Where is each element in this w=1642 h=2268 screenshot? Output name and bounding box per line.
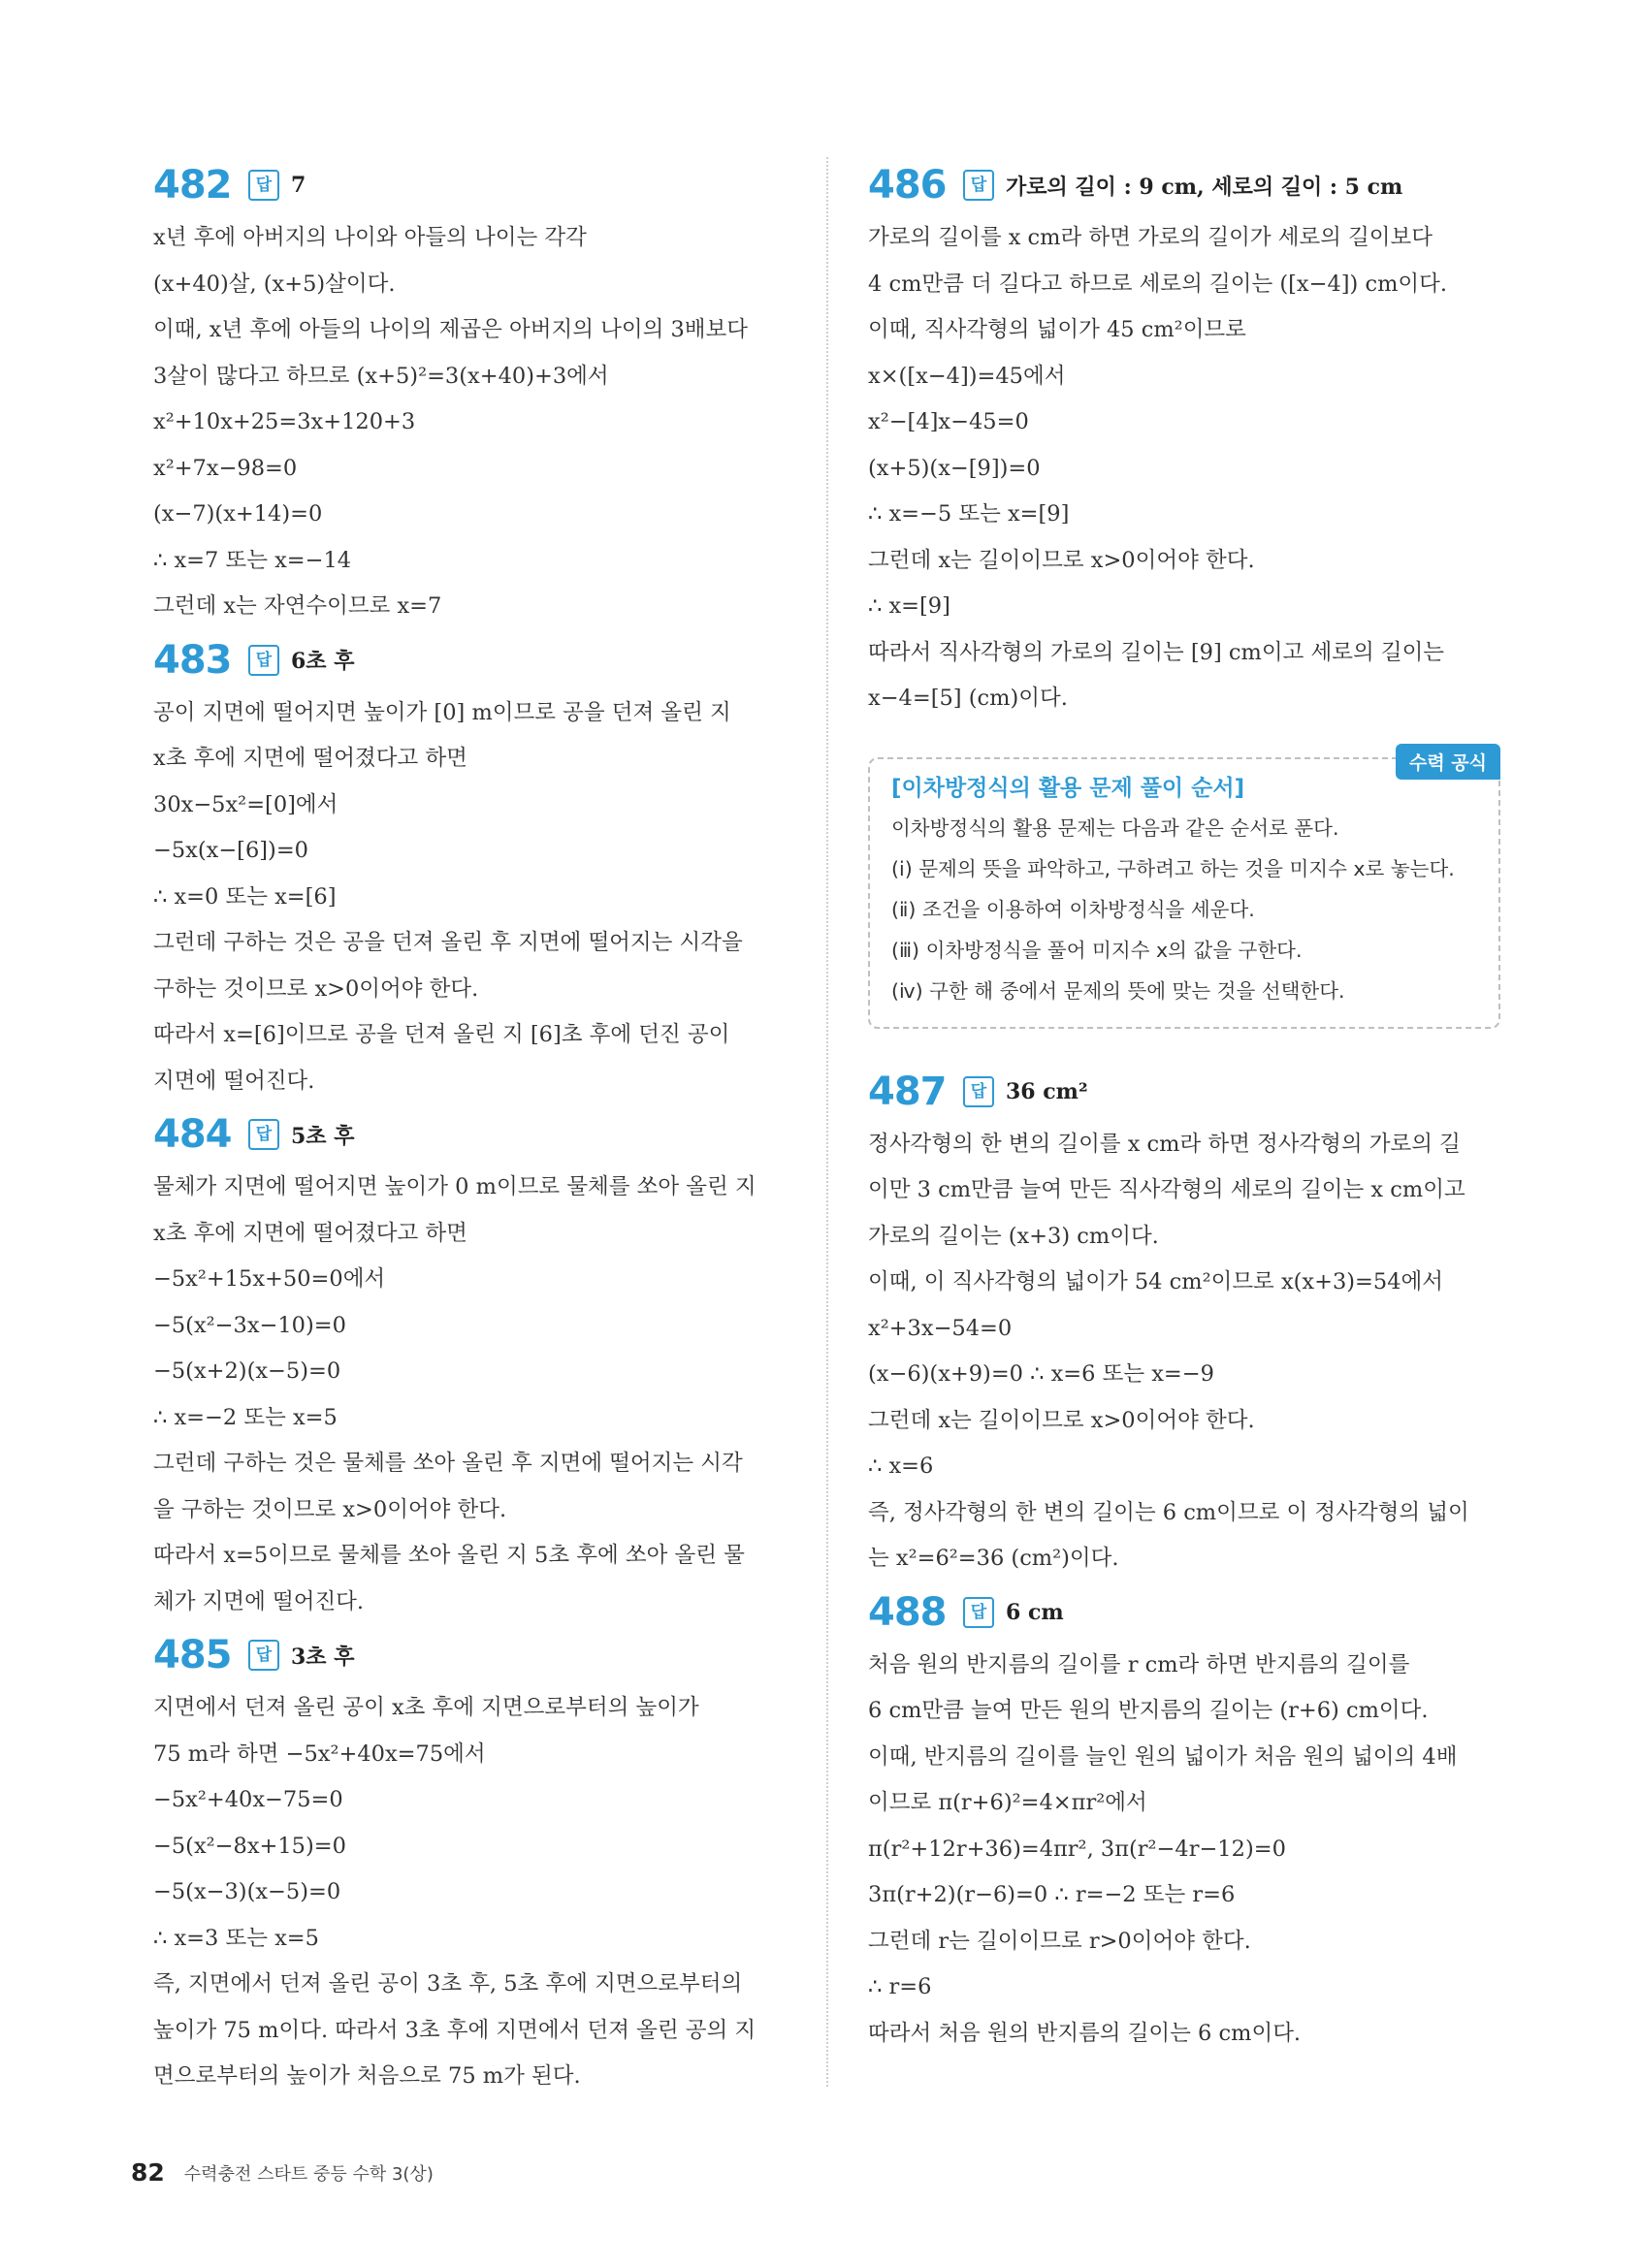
page-footer bbox=[131, 2158, 434, 2187]
solution-line: 75 m라 하면 −5x²+40x=75에서 bbox=[153, 1741, 486, 1767]
solution-line: −5(x−3)(x−5)=0 bbox=[153, 1879, 341, 1904]
problem-header bbox=[153, 1625, 789, 1685]
solution-line: x초 후에 지면에 떨어졌다고 하면 bbox=[153, 1220, 467, 1246]
problem-number: 488 bbox=[868, 1589, 947, 1635]
answer-text: 3초 후 bbox=[291, 1644, 355, 1670]
solution-line: 즉, 지면에서 던져 올린 공이 3초 후, 5초 후에 지면으로부터의 bbox=[153, 1971, 743, 1996]
solution-line: ∴ x=6 bbox=[868, 1453, 934, 1479]
solution-line: x²+3x−54=0 bbox=[868, 1315, 1013, 1341]
solution-line: 구하는 것이므로 x>0이어야 한다. bbox=[153, 975, 479, 1002]
solution-line: −5(x²−8x+15)=0 bbox=[153, 1833, 346, 1859]
problem-header bbox=[153, 630, 789, 690]
solution-line: x년 후에 아버지의 나이와 아들의 나이는 각각 bbox=[153, 225, 587, 250]
solution-line: 이때, 이 직사각형의 넓이가 54 cm²이므로 x(x+3)=54에서 bbox=[868, 1269, 1443, 1294]
tip-title: [이차방정식의 활용 문제 풀이 순서] bbox=[891, 775, 1245, 801]
tip-line: (ⅲ) 이차방정식을 풀어 미지수 x의 값을 구한다. bbox=[891, 938, 1303, 962]
solution-line: 따라서 직사각형의 가로의 길이는 [9] cm이고 세로의 길이는 bbox=[868, 639, 1445, 665]
answer-text: 36 cm² bbox=[1006, 1078, 1088, 1104]
solution-line: ∴ x=3 또는 x=5 bbox=[153, 1925, 319, 1951]
solution-line: x²−[4]x−45=0 bbox=[868, 409, 1029, 434]
solution-line: 따라서 x=[6]이므로 공을 던져 올린 지 [6]초 후에 던진 공이 bbox=[153, 1022, 730, 1047]
problem-header bbox=[868, 1062, 1498, 1122]
problem-486 bbox=[868, 155, 1498, 722]
solution-line: 그런데 x는 자연수이므로 x=7 bbox=[153, 593, 442, 619]
problem-number: 487 bbox=[868, 1069, 947, 1114]
solution-line: 물체가 지면에 떨어지면 높이가 0 m이므로 물체를 쏘아 올린 지 bbox=[153, 1174, 757, 1199]
right-column-bottom bbox=[868, 1062, 1498, 2058]
answer-badge: 답 bbox=[963, 170, 994, 201]
answer-text: 6초 후 bbox=[291, 649, 355, 674]
problem-483 bbox=[153, 630, 789, 1105]
solution-line: 이므로 π(r+6)²=4×πr²에서 bbox=[868, 1790, 1147, 1815]
column-divider bbox=[826, 157, 828, 2087]
solution-line: (x+5)(x−[9])=0 bbox=[868, 455, 1041, 481]
solution-line: 이때, x년 후에 아들의 나이의 제곱은 아버지의 나이의 3배보다 bbox=[153, 317, 749, 342]
answer-text: 5초 후 bbox=[291, 1123, 355, 1149]
solution-line: 체가 지면에 떨어진다. bbox=[153, 1588, 365, 1614]
solution-line: ∴ r=6 bbox=[868, 1974, 932, 1999]
answer-text: 6 cm bbox=[1006, 1599, 1064, 1625]
solution-line: 는 x²=6²=36 (cm²)이다. bbox=[868, 1546, 1119, 1571]
solution-line: x²+10x+25=3x+120+3 bbox=[153, 409, 416, 434]
solution-line: ∴ x=0 또는 x=[6] bbox=[153, 883, 337, 910]
solution-line: (x−6)(x+9)=0 ∴ x=6 또는 x=−9 bbox=[868, 1361, 1214, 1387]
problem-number: 485 bbox=[153, 1633, 232, 1677]
solution-line: 따라서 처음 원의 반지름의 길이는 6 cm이다. bbox=[868, 2020, 1302, 2046]
solution-line: −5(x²−3x−10)=0 bbox=[153, 1312, 346, 1338]
solution-line: 면으로부터의 높이가 처음으로 75 m가 된다. bbox=[153, 2063, 581, 2089]
problem-number: 482 bbox=[153, 163, 232, 208]
solution-line: x초 후에 지면에 떨어졌다고 하면 bbox=[153, 746, 467, 771]
solution-line: 그런데 구하는 것은 공을 던져 올린 후 지면에 떨어지는 시각을 bbox=[153, 930, 743, 955]
solution-line: 6 cm만큼 늘여 만든 원의 반지름의 길이는 (r+6) cm이다. bbox=[868, 1698, 1429, 1723]
solution-line: 가로의 길이는 (x+3) cm이다. bbox=[868, 1223, 1159, 1249]
answer-badge: 답 bbox=[963, 1076, 994, 1107]
problem-488 bbox=[868, 1582, 1498, 2058]
solution-line: −5x²+40x−75=0 bbox=[153, 1787, 343, 1812]
answer-badge: 답 bbox=[963, 1597, 994, 1628]
answer-text: 7 bbox=[291, 173, 306, 198]
solution-line: 이때, 직사각형의 넓이가 45 cm²이므로 bbox=[868, 317, 1246, 342]
solution-line: x×([x−4])=45에서 bbox=[868, 363, 1066, 389]
solution-line: 3살이 많다고 하므로 (x+5)²=3(x+40)+3에서 bbox=[153, 363, 609, 389]
tip-line: (ⅰ) 문제의 뜻을 파악하고, 구하려고 하는 것을 미지수 x로 놓는다. bbox=[891, 856, 1455, 880]
answer-badge: 답 bbox=[248, 645, 279, 676]
problem-number: 484 bbox=[153, 1112, 232, 1157]
solution-line: −5x(x−[6])=0 bbox=[153, 838, 308, 863]
solution-line: 따라서 x=5이므로 물체를 쏘아 올린 지 5초 후에 쏘아 올린 물 bbox=[153, 1543, 745, 1568]
solution-line: 가로의 길이를 x cm라 하면 가로의 길이가 세로의 길이보다 bbox=[868, 225, 1433, 250]
tip-line: (ⅱ) 조건을 이용하여 이차방정식을 세운다. bbox=[891, 897, 1255, 921]
solution-line: 그런데 x는 길이이므로 x>0이어야 한다. bbox=[868, 547, 1255, 573]
solution-line: 4 cm만큼 더 길다고 하므로 세로의 길이는 ([x−4]) cm이다. bbox=[868, 271, 1448, 297]
right-column-top bbox=[868, 155, 1498, 722]
left-column bbox=[153, 155, 789, 2100]
solution-line: 처음 원의 반지름의 길이를 r cm라 하면 반지름의 길이를 bbox=[868, 1651, 1410, 1677]
tip-tag: 수력 공식 bbox=[1396, 744, 1500, 780]
problem-header bbox=[153, 1104, 789, 1165]
right-column bbox=[868, 155, 1498, 2057]
page-number: 82 bbox=[131, 2158, 165, 2187]
solution-line: ∴ x=−2 또는 x=5 bbox=[153, 1404, 338, 1430]
solution-line: −5(x+2)(x−5)=0 bbox=[153, 1358, 341, 1384]
solution-line: 그런데 x는 길이이므로 x>0이어야 한다. bbox=[868, 1407, 1255, 1433]
solution-line: 그런데 r는 길이이므로 r>0이어야 한다. bbox=[868, 1928, 1251, 1954]
answer-text: 가로의 길이 : 9 cm, 세로의 길이 : 5 cm bbox=[1006, 174, 1403, 200]
answer-badge: 답 bbox=[248, 1640, 279, 1671]
answer-badge: 답 bbox=[248, 1119, 279, 1150]
solution-line: 정사각형의 한 변의 길이를 x cm라 하면 정사각형의 가로의 길 bbox=[868, 1131, 1461, 1157]
tip-line: (ⅳ) 구한 해 중에서 문제의 뜻에 맞는 것을 선택한다. bbox=[891, 978, 1345, 1003]
book-title: 수력충전 스타트 중등 수학 3(상) bbox=[183, 2163, 434, 2185]
problem-485 bbox=[153, 1625, 789, 2100]
solution-line: 그런데 구하는 것은 물체를 쏘아 올린 후 지면에 떨어지는 시각 bbox=[153, 1451, 743, 1476]
solution-line: 지면에 떨어진다. bbox=[153, 1068, 315, 1094]
solution-line: x²+7x−98=0 bbox=[153, 455, 298, 481]
tip-line: 이차방정식의 활용 문제는 다음과 같은 순서로 푼다. bbox=[891, 815, 1339, 840]
problem-number: 483 bbox=[153, 637, 232, 683]
problem-header bbox=[153, 155, 789, 215]
solution-line: ∴ x=7 또는 x=−14 bbox=[153, 547, 352, 573]
problem-487 bbox=[868, 1062, 1498, 1582]
solution-line: ∴ x=[9] bbox=[868, 593, 950, 619]
solution-line: (x−7)(x+14)=0 bbox=[153, 501, 323, 527]
problem-484 bbox=[153, 1104, 789, 1625]
problem-482 bbox=[153, 155, 789, 630]
problem-number: 486 bbox=[868, 163, 947, 208]
solution-line: ∴ x=−5 또는 x=[9] bbox=[868, 501, 1070, 527]
problem-header bbox=[868, 155, 1498, 215]
solution-line: 즉, 정사각형의 한 변의 길이는 6 cm이므로 이 정사각형의 넓이 bbox=[868, 1499, 1469, 1525]
solution-line: 공이 지면에 떨어지면 높이가 [0] m이므로 공을 던져 올린 지 bbox=[153, 699, 731, 725]
solution-line: 이때, 반지름의 길이를 늘인 원의 넓이가 처음 원의 넓이의 4배 bbox=[868, 1743, 1458, 1770]
solution-line: (x+40)살, (x+5)살이다. bbox=[153, 271, 396, 297]
solution-line: 3π(r+2)(r−6)=0 ∴ r=−2 또는 r=6 bbox=[868, 1882, 1236, 1907]
solution-line: 지면에서 던져 올린 공이 x초 후에 지면으로부터의 높이가 bbox=[153, 1695, 699, 1720]
formula-tip-box bbox=[868, 751, 1500, 1029]
answer-badge: 답 bbox=[248, 170, 279, 201]
solution-line: x−4=[5] (cm)이다. bbox=[868, 686, 1068, 711]
solution-line: 높이가 75 m이다. 따라서 3초 후에 지면에서 던져 올린 공의 지 bbox=[153, 2017, 757, 2043]
solution-line: π(r²+12r+36)=4πr², 3π(r²−4r−12)=0 bbox=[868, 1836, 1286, 1862]
solution-line: 을 구하는 것이므로 x>0이어야 한다. bbox=[153, 1496, 507, 1522]
solution-line: 30x−5x²=[0]에서 bbox=[153, 791, 338, 817]
solution-line: −5x²+15x+50=0에서 bbox=[153, 1266, 386, 1292]
solution-line: 이만 3 cm만큼 늘여 만든 직사각형의 세로의 길이는 x cm이고 bbox=[868, 1177, 1465, 1202]
problem-header bbox=[868, 1582, 1498, 1643]
tip-lines bbox=[891, 808, 1477, 1011]
